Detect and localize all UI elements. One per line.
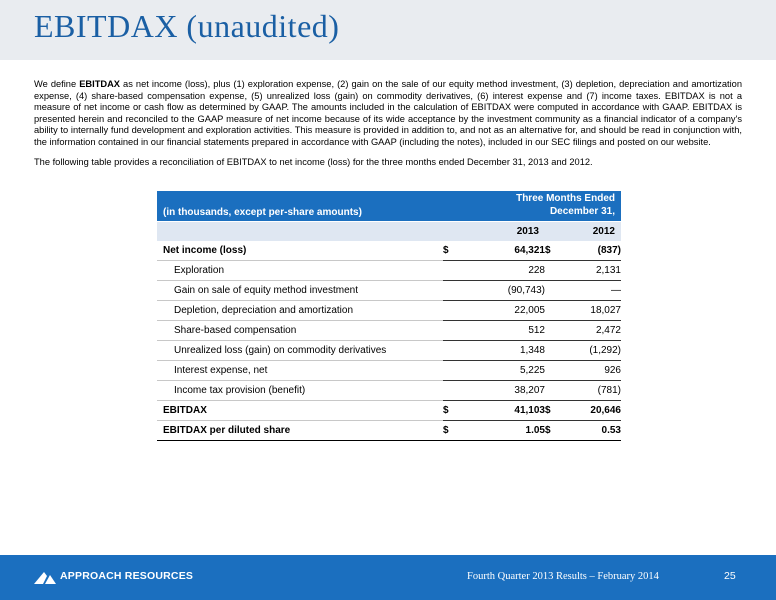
value-2013: 22,005 (457, 301, 545, 321)
value-2013: 38,207 (457, 381, 545, 401)
value-2013: 512 (457, 321, 545, 341)
value-2013: 41,103 (457, 401, 545, 421)
table-row (157, 261, 621, 281)
currency-2013 (443, 381, 457, 401)
row-label: Depletion, depreciation and amortization (157, 301, 443, 321)
value-2012: (781) (559, 381, 621, 401)
currency-2012 (545, 341, 559, 361)
table-row (157, 321, 621, 341)
table-header-row (157, 191, 621, 222)
value-2012: 20,646 (559, 401, 621, 421)
currency-2012 (545, 281, 559, 301)
table-description: The following table provides a reconciliation of EBITDAX to net income (loss) for the three months ended December 31, 2013 and 2012. (34, 156, 593, 167)
definition-term: EBITDAX (79, 79, 121, 89)
definition-body: as net income (loss), plus (1) exploration expense, (2) gain on the sale of our equity method investment, (3) depletion, depreciation and amortization expense, (4) share-based compensation expense, (5) unrealized loss (gain) on commodity derivatives, (6) interest expense and (7) income taxes. EBITDAX is not a measure of net income or cash flow as determined by GAAP. The amounts included in the calculation of EBITDAX were computed in accordance with GAAP. EBITDAX is presented herein and reconciled to the GAAP measure of net income because of its wide acceptance by the investment community as a financial indicator of a company's ability to internally fund development and exploration activities. This measure is provided in addition to, and not as an alternative for, and should be read in conjunction with, the information contained in our financial statements prepared in accordance with GAAP (including the notes), included in our SEC filings and posted on our website. (34, 79, 742, 147)
value-2012: 18,027 (559, 301, 621, 321)
table-row-total (157, 401, 621, 421)
currency-2013 (443, 261, 457, 281)
currency-2012 (545, 261, 559, 281)
currency-2012: $ (545, 421, 559, 441)
value-2013: 5,225 (457, 361, 545, 381)
year-row-spacer (157, 222, 443, 242)
ebitdax-reconciliation-table (157, 191, 621, 441)
value-2012: 926 (559, 361, 621, 381)
currency-2012 (545, 301, 559, 321)
period-header (443, 191, 621, 222)
currency-2012 (545, 361, 559, 381)
value-2012: (837) (559, 241, 621, 261)
page-number: 25 (724, 570, 736, 582)
currency-2013 (443, 281, 457, 301)
definition-paragraph (34, 79, 742, 149)
currency-2013: $ (443, 241, 457, 261)
value-2012: 2,131 (559, 261, 621, 281)
table-row (157, 341, 621, 361)
table-row (157, 381, 621, 401)
value-2013: 64,321 (457, 241, 545, 261)
currency-2013: $ (443, 421, 457, 441)
period-line-1: Three Months Ended (516, 193, 615, 204)
company-name: APPROACH RESOURCES (60, 570, 194, 582)
units-label: (in thousands, except per-share amounts) (157, 191, 443, 222)
currency-2012: $ (545, 401, 559, 421)
value-2012: — (559, 281, 621, 301)
row-label: EBITDAX per diluted share (157, 421, 443, 441)
row-label: Gain on sale of equity method investment (157, 281, 443, 301)
currency-2013 (443, 361, 457, 381)
slide-header (0, 0, 776, 60)
approach-logo-icon (34, 570, 56, 584)
slide-footer (0, 555, 776, 600)
value-2013: 1,348 (457, 341, 545, 361)
definition-lead: We define (34, 79, 80, 89)
currency-2013 (443, 341, 457, 361)
slide-title: EBITDAX (unaudited) (34, 8, 340, 44)
intro-text (34, 79, 742, 168)
row-label: Interest expense, net (157, 361, 443, 381)
table-row (157, 361, 621, 381)
footer-caption: Fourth Quarter 2013 Results – February 2014 (467, 571, 659, 582)
table-row (157, 241, 621, 261)
currency-2012 (545, 321, 559, 341)
row-label: EBITDAX (157, 401, 443, 421)
currency-2012: $ (545, 241, 559, 261)
value-2013: 228 (457, 261, 545, 281)
row-label: Income tax provision (benefit) (157, 381, 443, 401)
value-2012: 0.53 (559, 421, 621, 441)
currency-2013: $ (443, 401, 457, 421)
row-label: Net income (loss) (157, 241, 443, 261)
currency-2013 (443, 321, 457, 341)
value-2012: 2,472 (559, 321, 621, 341)
row-label: Exploration (157, 261, 443, 281)
currency-2013 (443, 301, 457, 321)
row-label: Unrealized loss (gain) on commodity derivatives (157, 341, 443, 361)
value-2012: (1,292) (559, 341, 621, 361)
currency-2012 (545, 381, 559, 401)
period-line-2: December 31, (549, 205, 615, 217)
year-header-row (157, 222, 621, 242)
table-row (157, 281, 621, 301)
year-2013: 2013 (443, 222, 545, 242)
value-2013: (90,743) (457, 281, 545, 301)
year-2012: 2012 (545, 222, 621, 242)
table-row (157, 301, 621, 321)
row-label: Share-based compensation (157, 321, 443, 341)
table-row-per-share (157, 421, 621, 441)
value-2013: 1.05 (457, 421, 545, 441)
